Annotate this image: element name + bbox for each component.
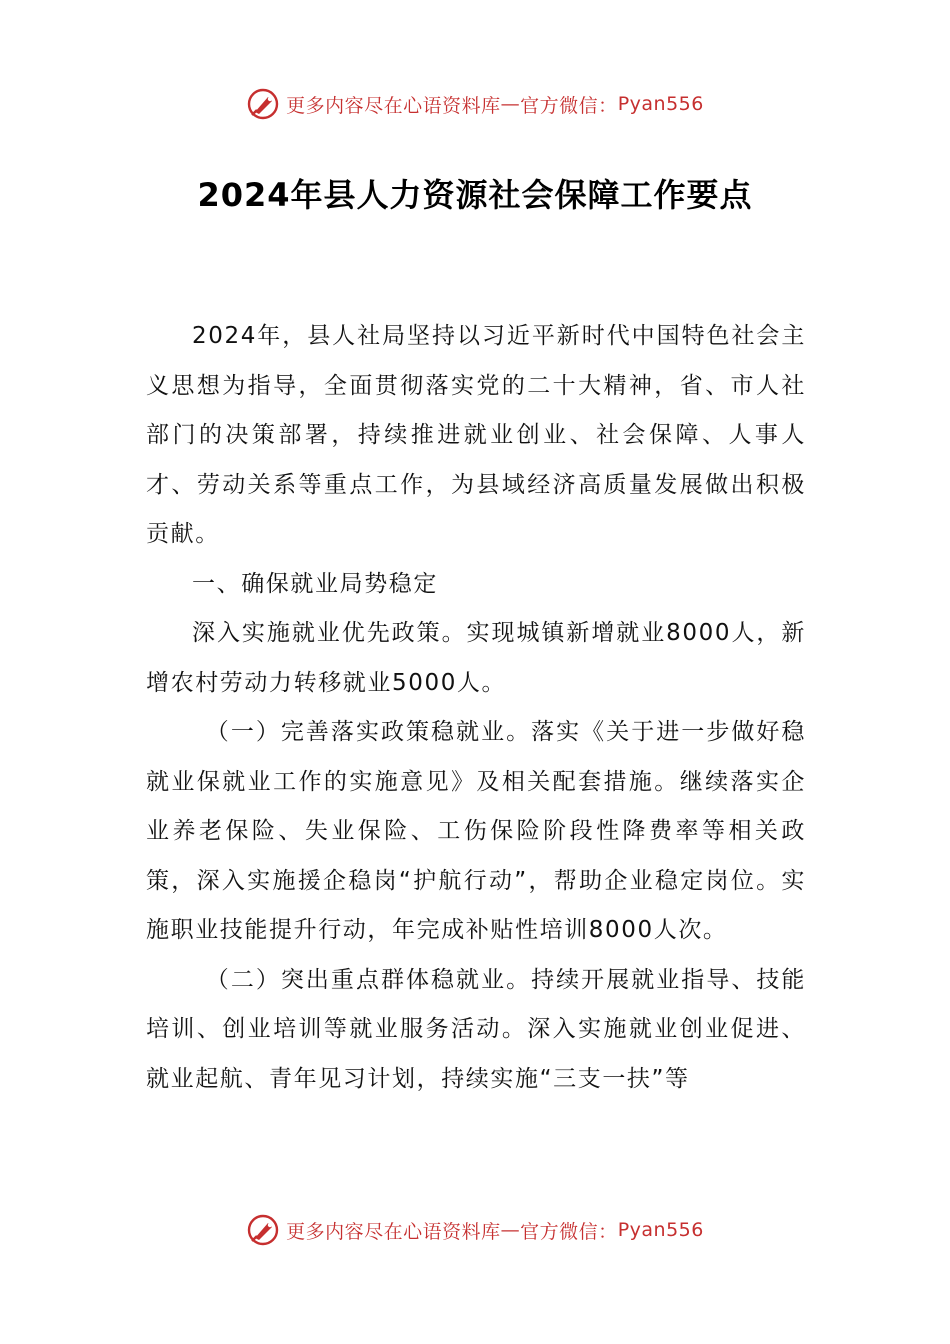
document-title: 2024年县人力资源社会保障工作要点 — [197, 176, 753, 214]
paragraph-subsection-2: （二）突出重点群体稳就业。持续开展就业指导、技能培训、创业培训等就业服务活动。深入实施就业创业促进、就业起航、青年见习计划，持续实施“三支一扶”等 — [146, 966, 806, 1092]
watermark-contact-label: 官方微信： — [520, 94, 618, 117]
watermark-dash: — — [500, 93, 521, 115]
pen-nib-logo-icon — [246, 1213, 280, 1247]
document-body — [146, 312, 806, 1104]
watermark-site-text: 更多内容尽在心语资料库 — [286, 94, 501, 117]
paragraph-employment-goal: 深入实施就业优先政策。实现城镇新增就业8000人，新增农村劳动力转移就业5000人。 — [146, 620, 806, 696]
watermark-site-text: 更多内容尽在心语资料库 — [286, 1220, 501, 1243]
pen-nib-logo-icon — [246, 87, 280, 121]
watermark-wechat-id: Pyan556 — [617, 93, 704, 115]
section-heading-1: 一、确保就业局势稳定 — [192, 570, 438, 597]
paragraph-subsection-1: （一）完善落实政策稳就业。落实《关于进一步做好稳就业保就业工作的实施意见》及相关配套措施。继续落实企业养老保险、失业保险、工伤保险阶段性降费率等相关政策，深入实施援企稳岗“护航行动”，帮助企业稳定岗位。实施职业技能提升行动，年完成补贴性培训8000人次。 — [146, 719, 806, 943]
watermark-banner-top — [0, 84, 950, 124]
watermark-wechat-id: Pyan556 — [617, 1219, 704, 1241]
watermark-dash: — — [500, 1219, 521, 1241]
watermark-banner-bottom — [0, 1210, 950, 1250]
paragraph-intro: 2024年，县人社局坚持以习近平新时代中国特色社会主义思想为指导，全面贯彻落实党的二十大精神，省、市人社部门的决策部署，持续推进就业创业、社会保障、人事人才、劳动关系等重点工作，为县域经济高质量发展做出积极贡献。 — [146, 323, 806, 547]
watermark-contact-label: 官方微信： — [520, 1220, 618, 1243]
